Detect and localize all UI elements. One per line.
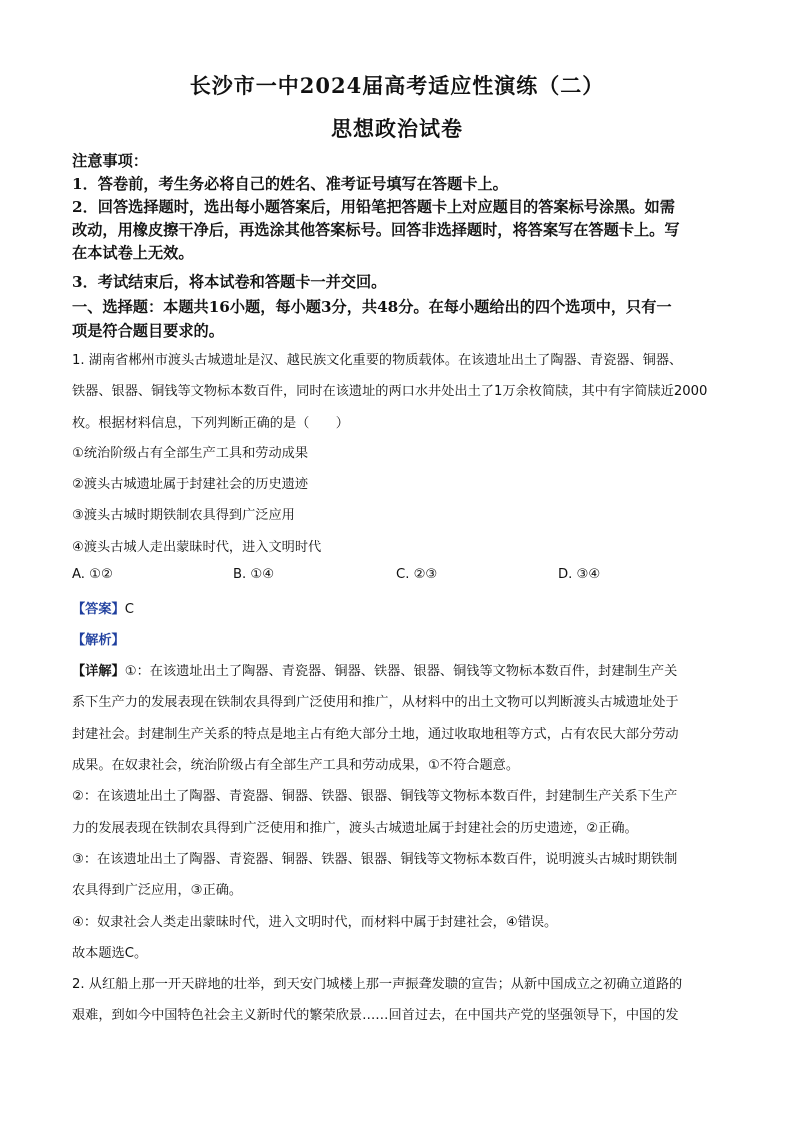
page-subtitle: 思想政治试卷 (331, 116, 463, 141)
note-3: 3．考试结束后，将本试卷和答题卡一并交回。 (72, 273, 387, 291)
q1-detail-3: 封建社会。封建制生产关系的特点是地主占有绝大部分土地，通过收取地租等方式，占有农民大部分劳动 (72, 727, 679, 742)
q1-detail-1 (72, 660, 732, 679)
section-heading-1: 一、选择题：本题共16小题，每小题3分，共48分。在每小题给出的四个选项中，只有一 (72, 298, 672, 316)
q1-option-c: C. ②③ (396, 567, 438, 582)
q1-stem-2: 铁器、银器、铜钱等文物标本数百件，同时在该遗址的两口水井处出土了1万余枚简牍，其中有字简牍近2000 (72, 384, 708, 399)
q1-option-a: A. ①② (72, 567, 113, 582)
answer-label: 【答案】 (72, 602, 125, 617)
q1-detail-7: ③：在该遗址出土了陶器、青瓷器、铜器、铁器、银器、铜钱等文物标本数百件，说明渡头古城时期铁制 (72, 852, 678, 867)
q1-statement-3: ③渡头古城时期铁制农具得到广泛应用 (72, 508, 295, 523)
analysis-label: 【解析】 (72, 633, 125, 648)
q1-detail-6: 力的发展表现在铁制农具得到广泛使用和推广，渡头古城遗址属于封建社会的历史遗迹，②正确。 (72, 821, 638, 836)
q1-detail-8: 农具得到广泛应用，③正确。 (72, 883, 243, 898)
note-2b: 改动，用橡皮擦干净后，再选涂其他答案标号。回答非选择题时，将答案写在答题卡上。写 (72, 221, 680, 239)
note-2c: 在本试卷上无效。 (72, 244, 194, 262)
detail-label: 【详解】 (72, 664, 125, 679)
note-2a: 2．回答选择题时，选出每小题答案后，用铅笔把答题卡上对应题目的答案标号涂黑。如需 (72, 198, 675, 216)
q1-analysis (72, 629, 732, 648)
notes-heading: 注意事项： (72, 152, 148, 170)
q1-statement-1: ①统治阶级占有全部生产工具和劳动成果 (72, 446, 309, 461)
answer-value: C (124, 602, 134, 617)
q2-stem-2: 艰难，到如今中国特色社会主义新时代的繁荣欣景……回首过去，在中国共产党的坚强领导下，中国的发 (72, 1008, 679, 1023)
q1-detail-9: ④：奴隶社会人类走出蒙昧时代，进入文明时代，而材料中属于封建社会，④错误。 (72, 915, 558, 930)
q1-detail-5: ②：在该遗址出土了陶器、青瓷器、铜器、铁器、银器、铜钱等文物标本数百件，封建制生产关系下生产 (72, 789, 678, 804)
q1-option-b: B. ①④ (233, 567, 275, 582)
q1-statement-2: ②渡头古城遗址属于封建社会的历史遗迹 (72, 477, 309, 492)
detail-text-1: ①：在该遗址出土了陶器、青瓷器、铜器、铁器、银器、铜钱等文物标本数百件，封建制生产关 (124, 664, 678, 679)
q1-stem-3: 枚。根据材料信息，下列判断正确的是（ ） (72, 416, 349, 431)
q1-detail-4: 成果。在奴隶社会，统治阶级占有全部生产工具和劳动成果，①不符合题意。 (72, 758, 520, 773)
q1-conclusion: 故本题选C。 (72, 946, 148, 961)
q1-stem-1: 1. 湖南省郴州市渡头古城遗址是汉、越民族文化重要的物质载体。在该遗址出土了陶器、青瓷器、铜器、 (72, 353, 683, 368)
section-heading-2: 项是符合题目要求的。 (72, 322, 224, 340)
q1-detail-2: 系下生产力的发展表现在铁制农具得到广泛使用和推广，从材料中的出土文物可以判断渡头古城遗址处于 (72, 695, 679, 710)
q1-option-d: D. ③④ (558, 567, 601, 582)
q2-stem-1: 2. 从红船上那一开天辟地的壮举，到天安门城楼上那一声振聋发聩的宣告；从新中国成立之初确立道路的 (72, 977, 683, 992)
q1-statement-4: ④渡头古城人走出蒙昧时代，进入文明时代 (72, 540, 322, 555)
q1-answer (72, 598, 732, 617)
page-title: 长沙市一中2024届高考适应性演练（二） (189, 73, 605, 98)
note-1: 1．答卷前，考生务必将自己的姓名、准考证号填写在答题卡上。 (72, 175, 508, 193)
